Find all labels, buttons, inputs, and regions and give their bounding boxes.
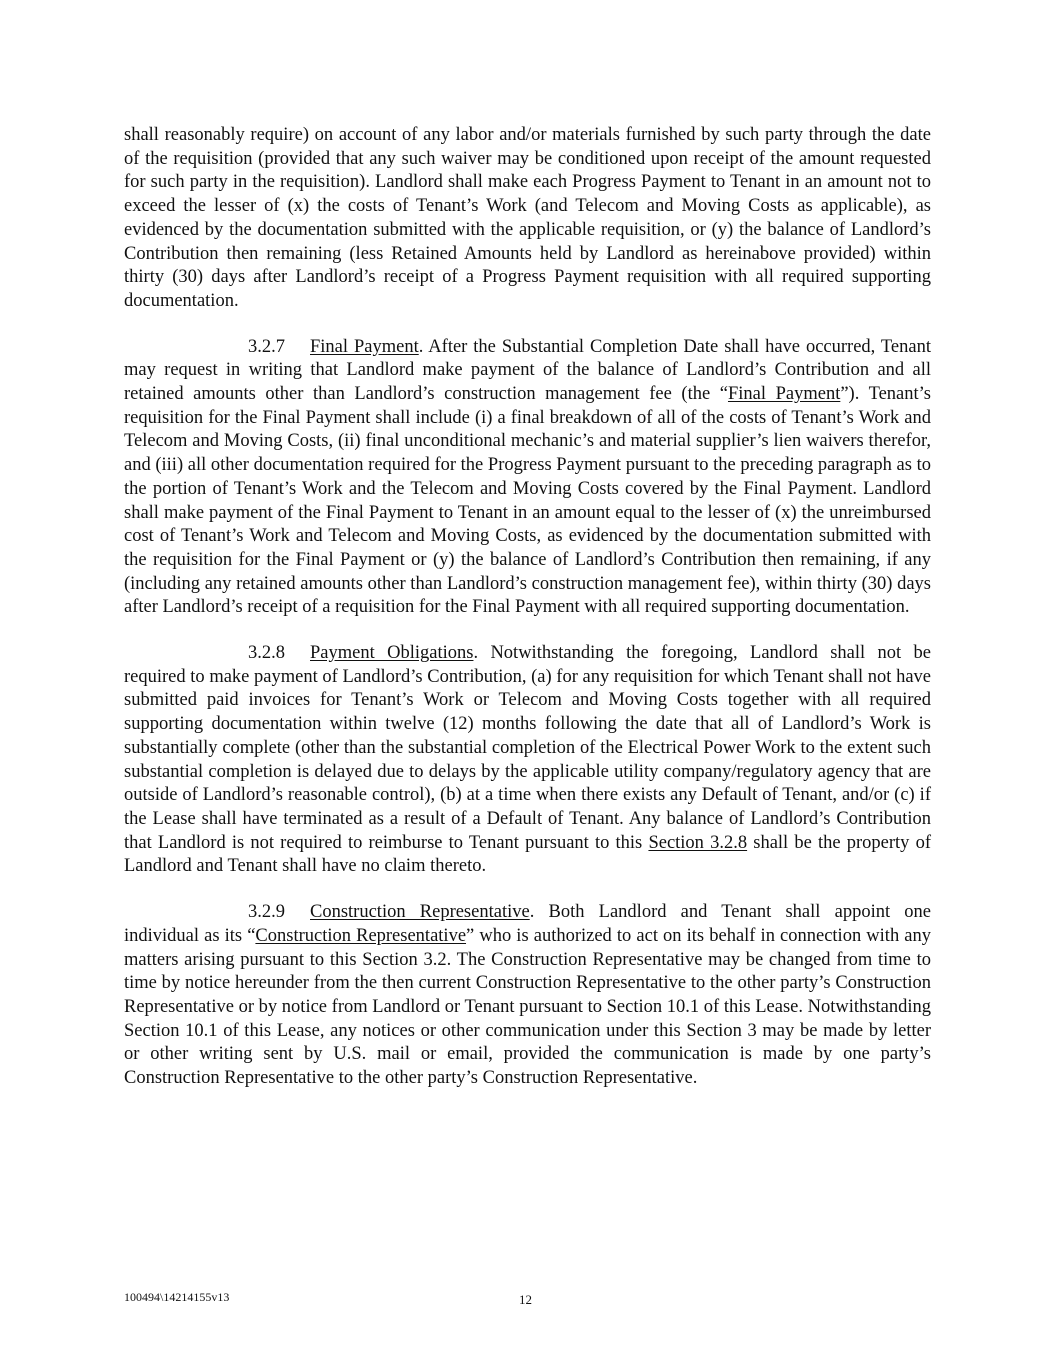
- section-heading: Construction Representative: [310, 902, 530, 923]
- defined-term: Construction Representative: [255, 925, 467, 946]
- section-heading: Payment Obligations: [310, 643, 474, 664]
- defined-term: Final Payment: [727, 384, 841, 405]
- document-page: [124, 124, 931, 1091]
- section-text: ”). Tenant’s requisition for the Final Payment shall include (i) a final breakdown of all of the costs of Tenant’s Work and Telecom and Moving Costs, (ii) final unconditional mechanic’s and material supplier’s lien waivers therefor, and (iii) all other documentation required for the Progress Payment pursuant to the preceding paragraph as to the portion of Tenant’s Work and the Telecom and Moving Costs covered by the Final Payment. Landlord shall make payment of the Final Payment to Tenant in an amount equal to the lesser of (x) the unreimbursed cost of Tenant’s Work and Telecom and Moving Costs, as evidenced by the documentation submitted with the requisition for the Final Payment or (y) the balance of Landlord’s Contribution then remaining, if any (including any retained amounts other than Landlord’s construction management fee), within thirty (30) days after Landlord’s receipt of a requisition for the Final Payment with all required supporting documentation.: [124, 384, 931, 618]
- section-text: . After the Substantial Completion Date shall have occurred, Tenant may request in writing that Landlord make payment of the balance of Landlord’s Contribution and all retained amounts other than Landlord’s construction management fee (the “: [124, 336, 931, 405]
- section-number: 3.2.9: [248, 902, 285, 923]
- section-3-2-7: [124, 336, 931, 620]
- section-number: 3.2.8: [248, 643, 285, 664]
- section-text: . Notwithstanding the foregoing, Landlord shall not be required to make payment of Landlord’s Contribution, (a) for any requisition for which Tenant shall not have submitted paid invoices for Tenant’s Work or Telecom and Moving Costs together with all required supporting documentation within twelve (12) months following the date that all of Landlord’s Work is substantially complete (other than the substantial completion of the Electrical Power Work to the extent such substantial completion is delayed due to delays by the applicable utility company/regulatory agency that are outside of Landlord’s reasonable control), (b) at a time when there exists any Default of Tenant, and/or (c) if the Lease shall have terminated as a result of a Default of Tenant. Any balance of Landlord’s Contribution that Landlord is not required to reimburse to Tenant pursuant to this: [124, 643, 931, 853]
- section-3-2-8: [124, 642, 931, 879]
- section-text: . Both Landlord and Tenant shall appoint one individual as its “: [124, 902, 931, 946]
- section-reference: Section 3.2.8: [648, 832, 748, 853]
- section-3-2-9: [124, 901, 931, 1091]
- footer-document-id: 100494\14214155v13: [124, 1290, 230, 1304]
- section-text: shall be the property of Landlord and Tenant shall have no claim thereto.: [124, 832, 931, 877]
- section-heading: Final Payment: [310, 336, 419, 357]
- paragraph-continuation: shall reasonably require) on account of any labor and/or materials furnished by such party through the date of the requisition (provided that any such waiver may be conditioned upon receipt of the amount requested for such party in the requisition). Landlord shall make each Progress Payment to Tenant in an amount not to exceed the lesser of (x) the costs of Tenant’s Work (and Telecom and Moving Costs as applicable), as evidenced by the documentation submitted with the applicable requisition, or (y) the balance of Landlord’s Contribution then remaining (less Retained Amounts held by Landlord as hereinabove provided) within thirty (30) days after Landlord’s receipt of a Progress Payment requisition with all required supporting documentation.: [124, 125, 931, 311]
- section-text: ” who is authorized to act on its behalf in connection with any matters arising pursuant to this Section 3.2. The Construction Representative may be changed from time to time by notice hereunder from the then current Construction Representative to the other party’s Construction Representative or by notice from Landlord or Tenant pursuant to Section 10.1 of this Lease. Notwithstanding Section 10.1 of this Lease, any notices or other communication under this Section 3 may be made by letter or other writing sent by U.S. mail or email, provided the communication is made by one party’s Construction Representative to the other party’s Construction Representative.: [124, 925, 931, 1089]
- footer-page-number: 12: [519, 1292, 532, 1307]
- section-number: 3.2.7: [248, 336, 285, 357]
